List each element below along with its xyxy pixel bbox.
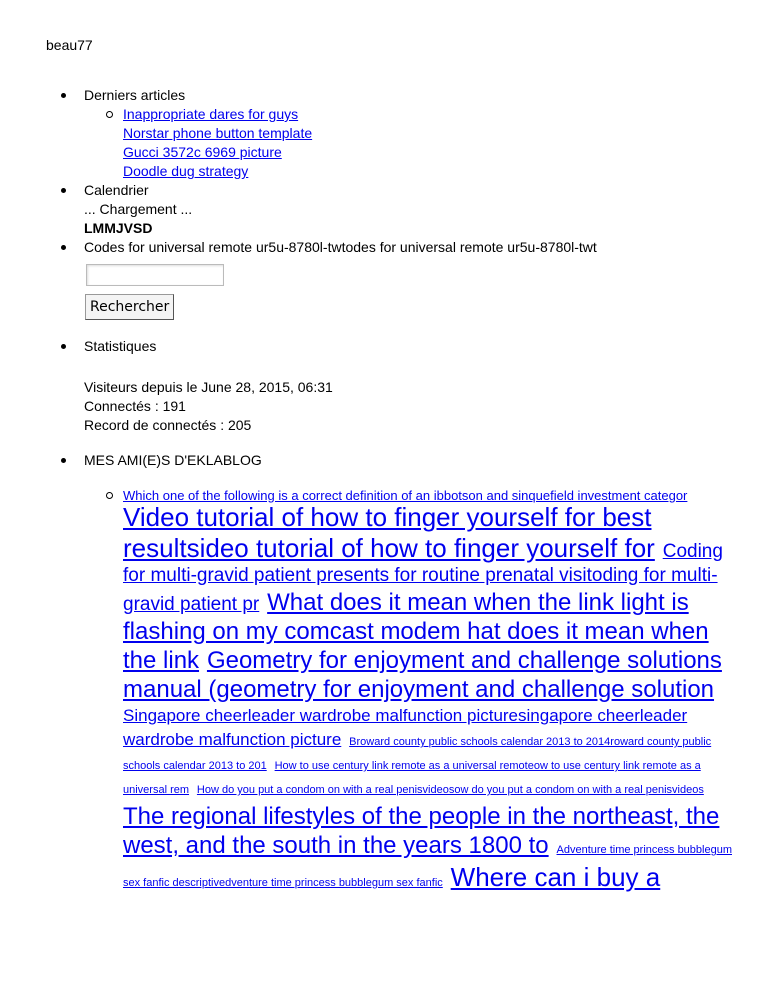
recent-article-link[interactable]: Doodle dug strategy xyxy=(123,163,249,179)
friend-tag-link[interactable]: How do you put a condom on with a real penisvideosow do you put a condom on with a real penisvideos xyxy=(196,784,704,796)
friends-widget xyxy=(84,451,734,895)
friend-tag-link[interactable]: Video tutorial of how to finger yourself for best resultsideo tutorial of how to finger yourself for xyxy=(123,502,655,563)
search-heading: Codes for universal remote ur5u-8780l-twtodes for universal remote ur5u-8780l-twt xyxy=(84,239,597,255)
circle-bullet-icon xyxy=(106,111,113,118)
friends-tag-cloud xyxy=(84,488,734,895)
friend-tag-link[interactable]: The regional lifestyles of the people in the northeast, the west, and the south in the years 1800 to xyxy=(123,803,720,859)
friend-tag-link[interactable]: Broward county public schools calendar 2013 to 2014roward county public schools calendar 2013 to 201 xyxy=(123,736,712,772)
stats-heading: Statistiques xyxy=(84,338,157,354)
recent-article-link[interactable]: Gucci 3572c 6969 picture xyxy=(123,144,282,160)
recent-article-link[interactable]: Inappropriate dares for guys xyxy=(123,106,299,122)
friend-tag-link[interactable]: Which one of the following is a correct definition of an ibbotson and sinquefield investment categor xyxy=(123,488,688,503)
stats-body xyxy=(84,378,734,435)
circle-bullet-icon xyxy=(106,492,113,499)
recent-article-link[interactable]: Norstar phone button template xyxy=(123,125,313,141)
search-widget xyxy=(84,238,734,320)
recent-articles-widget xyxy=(84,86,734,181)
calendar-heading: Calendrier xyxy=(84,182,149,198)
friend-tag-link[interactable]: Singapore cheerleader wardrobe malfunction picturesingapore cheerleader wardrobe malfunction picture xyxy=(123,706,688,749)
friend-tag-link[interactable]: Geometry for enjoyment and challenge solutions manual (geometry for enjoyment and challenge solution xyxy=(123,647,722,703)
calendar-loading: ... Chargement ... xyxy=(84,201,193,217)
friends-heading: MES AMI(E)S D'EKLABLOG xyxy=(84,452,262,468)
recent-articles-heading: Derniers articles xyxy=(84,87,186,103)
calendar-widget xyxy=(84,181,734,238)
search-input[interactable] xyxy=(86,264,224,286)
search-button[interactable]: Rechercher xyxy=(85,294,174,320)
stats-visitors: Visiteurs depuis le June 28, 2015, 06:31 xyxy=(84,379,333,395)
recent-articles-list xyxy=(84,105,734,181)
sidebar-widgets xyxy=(84,86,734,895)
friend-tag-link[interactable]: How to use century link remote as a universal remoteow to use century link remote as a universal rem xyxy=(123,760,701,796)
site-title: beau77 xyxy=(46,37,93,53)
stats-widget xyxy=(84,337,734,435)
friend-tag-link[interactable]: Adventure time princess bubblegum sex fanfic descriptivedventure time princess bubblegum sex fanfic xyxy=(123,844,732,889)
friend-tag-link[interactable]: What does it mean when the link light is flashing on my comcast modem hat does it mean when the link xyxy=(123,589,709,674)
friend-tag-link[interactable]: Coding for multi-gravid patient presents for routine prenatal visitoding for multi-gravid patient pr xyxy=(123,541,723,615)
stats-connected: Connectés : 191 xyxy=(84,398,186,414)
calendar-days: LMMJVSD xyxy=(84,220,153,236)
friend-tag-link[interactable]: Where can i buy a xyxy=(450,862,661,892)
stats-record: Record de connectés : 205 xyxy=(84,417,252,433)
